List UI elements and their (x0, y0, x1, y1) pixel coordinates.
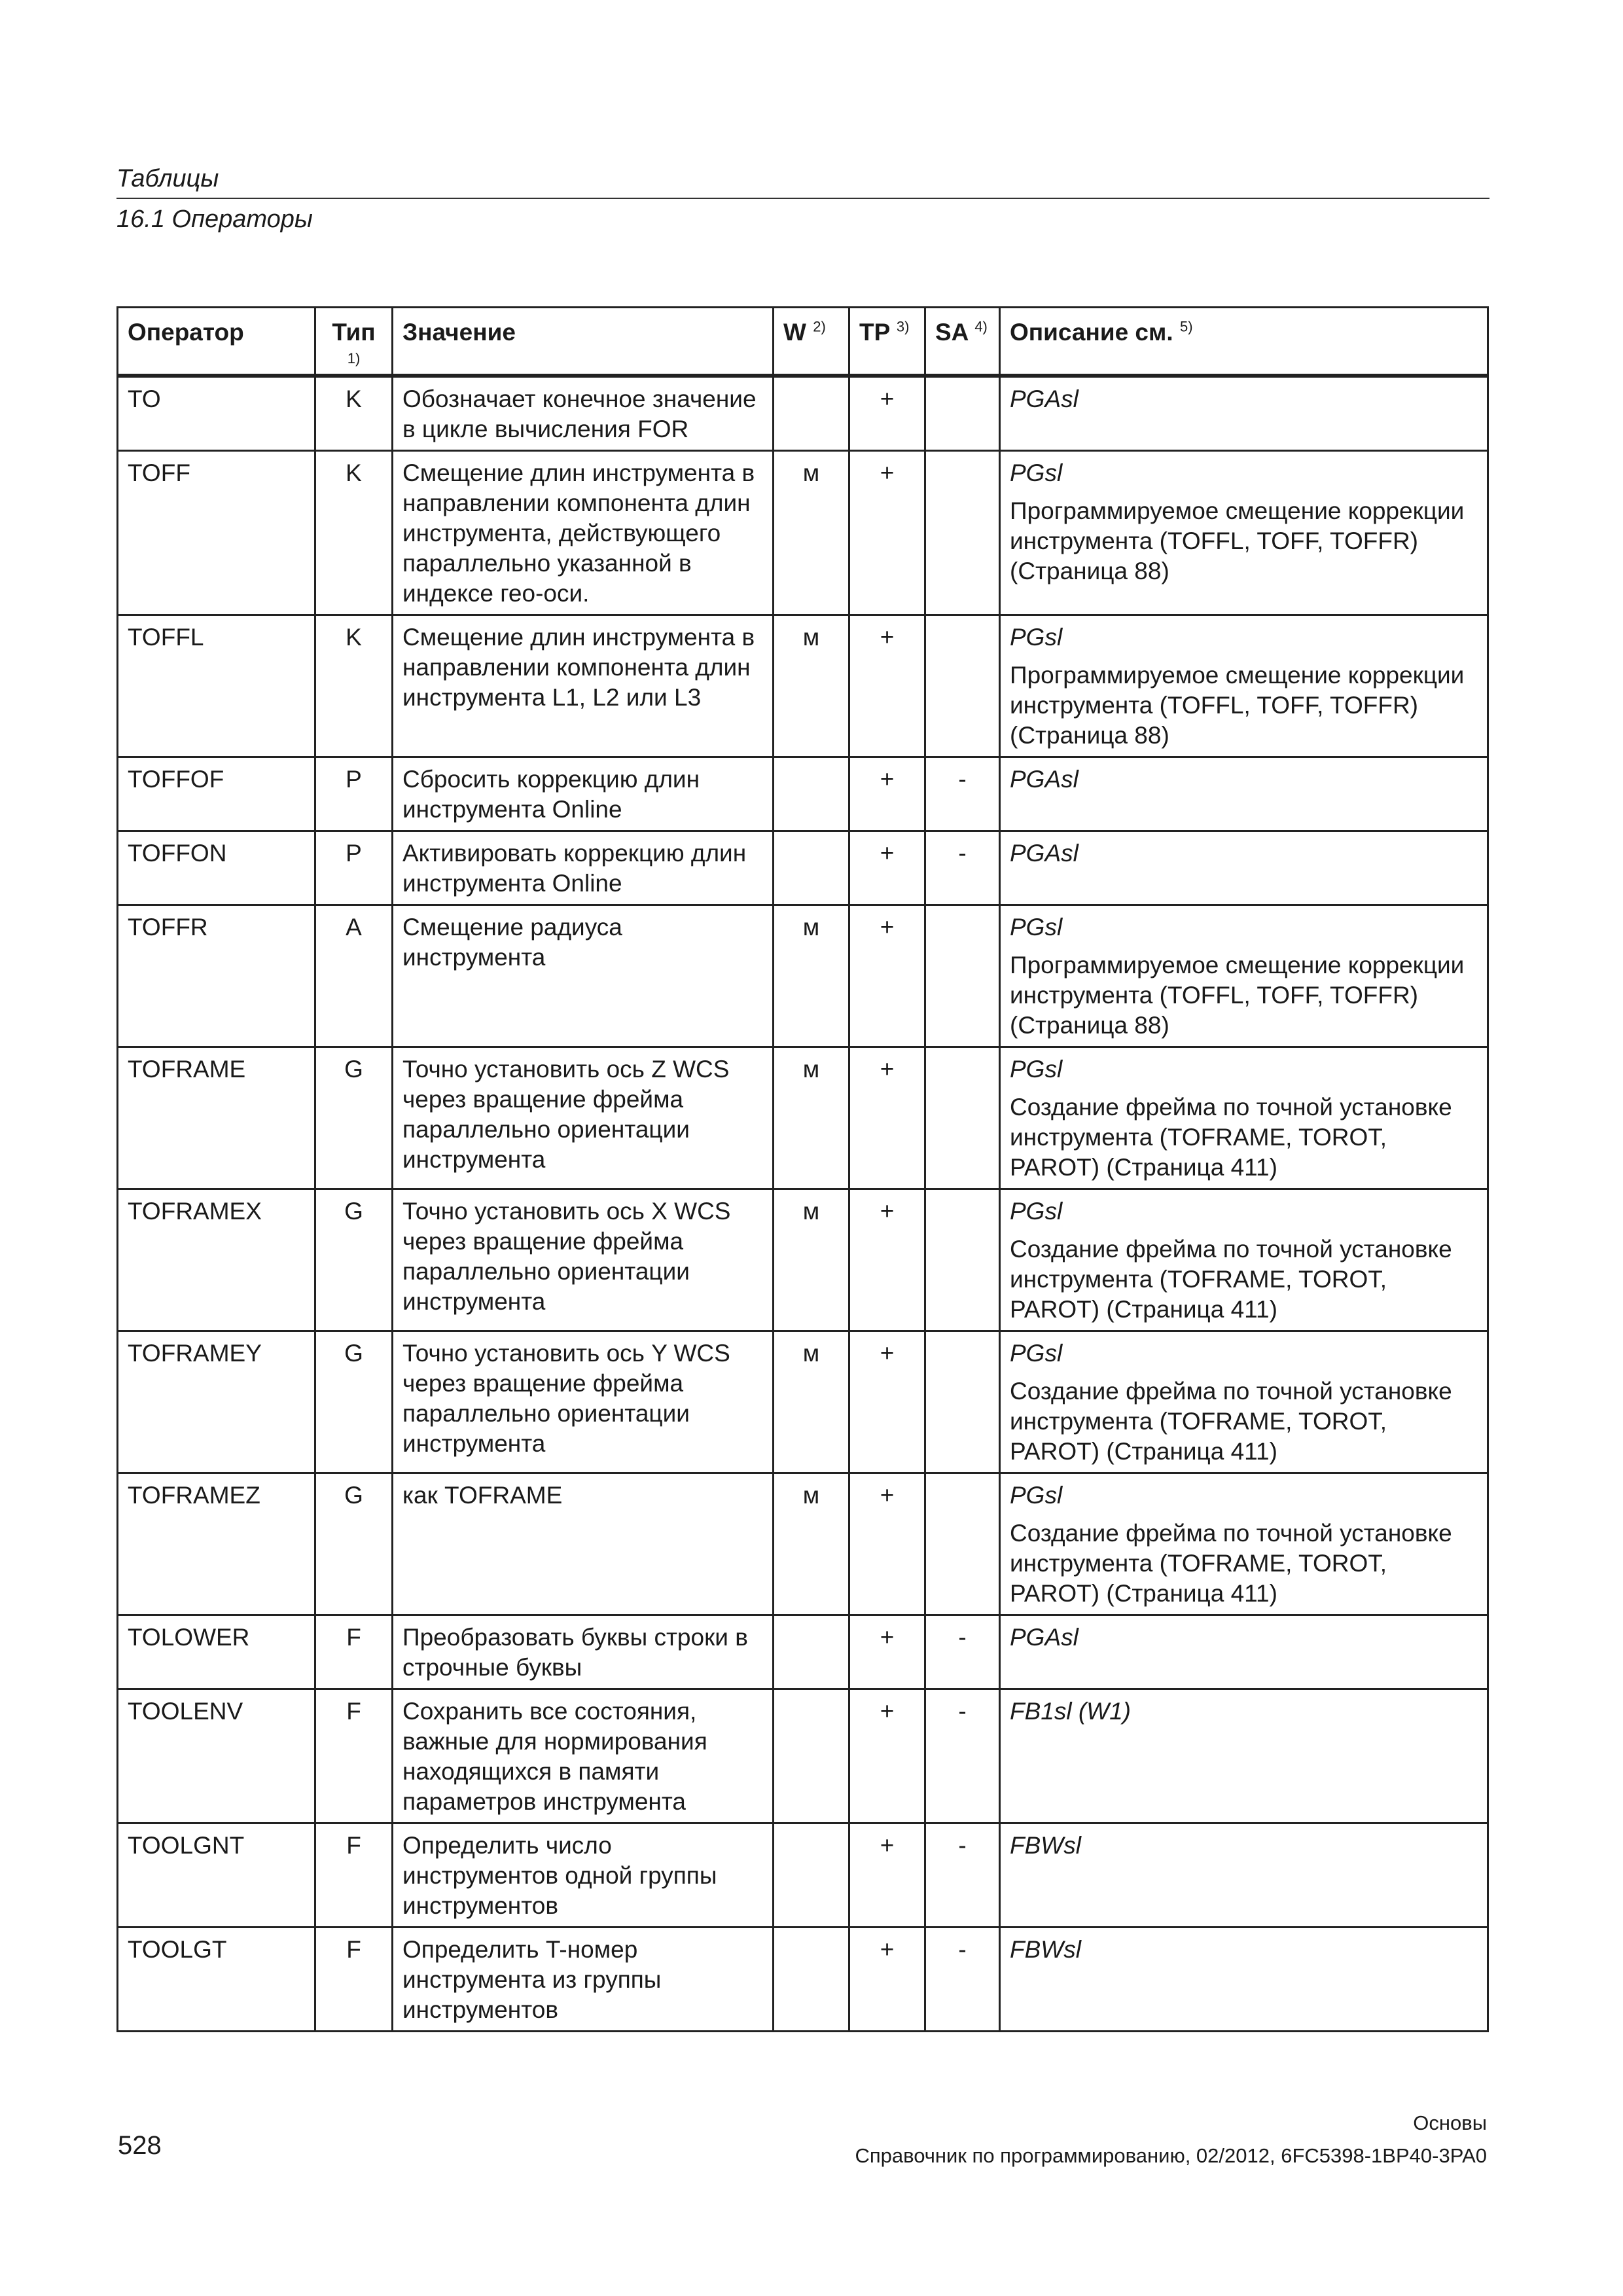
cell-w: м (774, 905, 849, 1047)
reference-link: PGsl (1010, 1340, 1063, 1367)
cell-type: F (315, 1823, 393, 1928)
cell-type: K (315, 451, 393, 615)
table-row (118, 1689, 1488, 1823)
column-header-description: Описание см. $^{5)}$ (1000, 308, 1488, 376)
cell-description (1000, 1615, 1488, 1689)
footer-book-title: Основы (1413, 2111, 1487, 2134)
cell-tp: + (849, 451, 925, 615)
cell-operator: TOOLENV (118, 1689, 315, 1823)
reference-link: PGAsl (1010, 1624, 1079, 1651)
cell-tp: + (849, 1189, 925, 1331)
cross-reference-text: Создание фрейма по точной установке инструмента (TOFRAME, TOROT, PAROT) (Страница 411) (1010, 1094, 1452, 1181)
column-header-w: W $^{2)}$ (774, 308, 849, 376)
cell-meaning: Смещение длин инструмента в направлении компонента длин инструмента, действующего параллельно указанной в индексе гео-оси. (393, 451, 774, 615)
reference-link: FBWsl (1010, 1936, 1081, 1963)
table-row (118, 376, 1488, 451)
column-header-tp: TP $^{3)}$ (849, 308, 925, 376)
cell-sa (925, 1473, 1000, 1615)
cell-description (1000, 615, 1488, 757)
cell-type: F (315, 1928, 393, 2032)
page-number: 528 (118, 2131, 162, 2160)
cell-meaning: Смещение радиуса инструмента (393, 905, 774, 1047)
cell-operator: TOLOWER (118, 1615, 315, 1689)
cell-operator: TOFRAMEX (118, 1189, 315, 1331)
reference-link: FB1sl (W1) (1010, 1698, 1131, 1725)
cell-tp: + (849, 615, 925, 757)
footnote-ref: 4) (974, 318, 988, 335)
table-row (118, 1473, 1488, 1615)
cell-description (1000, 1689, 1488, 1823)
section-title: Таблицы (116, 165, 219, 192)
cell-meaning: Сбросить коррекцию длин инструмента Online (393, 757, 774, 831)
cell-meaning: Точно установить ось X WCS через вращение фрейма параллельно ориентации инструмента (393, 1189, 774, 1331)
reference-link: PGAsl (1010, 386, 1079, 412)
cell-description (1000, 1189, 1488, 1331)
cell-description (1000, 1473, 1488, 1615)
cell-sa: - (925, 1928, 1000, 2032)
footnote-ref: 3) (896, 318, 910, 335)
cell-meaning: как TOFRAME (393, 1473, 774, 1615)
cell-meaning: Определить число инструментов одной группы инструментов (393, 1823, 774, 1928)
column-header-sa: SA $^{4)}$ (925, 308, 1000, 376)
cross-reference-text: Программируемое смещение коррекции инструмента (TOFFL, TOFF, TOFFR) (Страница 88) (1010, 662, 1465, 749)
cell-description (1000, 905, 1488, 1047)
cell-tp: + (849, 1823, 925, 1928)
table-row (118, 1615, 1488, 1689)
cell-type: G (315, 1473, 393, 1615)
cell-sa: - (925, 1823, 1000, 1928)
cell-w (774, 1928, 849, 2032)
cell-description (1000, 1331, 1488, 1473)
cell-description (1000, 757, 1488, 831)
reference-link: PGsl (1010, 459, 1063, 486)
cell-type: F (315, 1615, 393, 1689)
column-header-type: Тип 1) (315, 308, 393, 376)
cell-description (1000, 451, 1488, 615)
cell-sa (925, 376, 1000, 451)
cell-meaning: Сохранить все состояния, важные для нормирования находящихся в памяти параметров инструмента (393, 1689, 774, 1823)
cell-description (1000, 376, 1488, 451)
table-row (118, 1928, 1488, 2032)
cell-sa (925, 1189, 1000, 1331)
page-header (116, 162, 1489, 236)
cell-operator: TOFRAME (118, 1047, 315, 1189)
cell-tp: + (849, 1615, 925, 1689)
table-row (118, 831, 1488, 905)
table-row (118, 757, 1488, 831)
cell-operator: TOFFR (118, 905, 315, 1047)
cell-tp: + (849, 1689, 925, 1823)
cell-type: G (315, 1331, 393, 1473)
cell-tp: + (849, 1331, 925, 1473)
reference-link: PGsl (1010, 1198, 1063, 1225)
cell-type: P (315, 757, 393, 831)
reference-link: PGsl (1010, 1482, 1063, 1509)
cell-tp: + (849, 831, 925, 905)
table-row (118, 451, 1488, 615)
cell-operator: TOFRAMEY (118, 1331, 315, 1473)
cell-operator: TOFFL (118, 615, 315, 757)
cross-reference-text: Создание фрейма по точной установке инструмента (TOFRAME, TOROT, PAROT) (Страница 411) (1010, 1520, 1452, 1607)
reference-link: PGsl (1010, 914, 1063, 941)
cell-w (774, 831, 849, 905)
table-row (118, 615, 1488, 757)
cell-sa (925, 905, 1000, 1047)
cell-meaning: Преобразовать буквы строки в строчные буквы (393, 1615, 774, 1689)
cell-operator: TO (118, 376, 315, 451)
cell-description (1000, 1047, 1488, 1189)
cell-sa: - (925, 1615, 1000, 1689)
reference-link: PGAsl (1010, 766, 1079, 793)
footer-book-info: Справочник по программированию, 02/2012, 6FC5398-1BP40-3PA0 (855, 2144, 1487, 2167)
cell-meaning: Смещение длин инструмента в направлении компонента длин инструмента L1, L2 или L3 (393, 615, 774, 757)
column-header-meaning: Значение (393, 308, 774, 376)
cell-description (1000, 831, 1488, 905)
cell-sa: - (925, 831, 1000, 905)
footnote-ref: 2) (813, 318, 826, 335)
cell-operator: TOFF (118, 451, 315, 615)
cross-reference-text: Создание фрейма по точной установке инструмента (TOFRAME, TOROT, PAROT) (Страница 411) (1010, 1378, 1452, 1465)
cell-sa (925, 615, 1000, 757)
cell-meaning: Точно установить ось Y WCS через вращение фрейма параллельно ориентации инструмента (393, 1331, 774, 1473)
cell-sa: - (925, 1689, 1000, 1823)
cell-w (774, 757, 849, 831)
cell-sa (925, 1331, 1000, 1473)
table-row (118, 1047, 1488, 1189)
cell-type: K (315, 376, 393, 451)
table-row (118, 1823, 1488, 1928)
subsection-title: 16.1 Операторы (116, 206, 313, 233)
cell-type: P (315, 831, 393, 905)
cell-operator: TOFRAMEZ (118, 1473, 315, 1615)
table-row (118, 905, 1488, 1047)
footnote-ref: 5) (1179, 318, 1193, 335)
cell-operator: TOOLGT (118, 1928, 315, 2032)
cell-w: м (774, 451, 849, 615)
cell-tp: + (849, 905, 925, 1047)
reference-link: FBWsl (1010, 1832, 1081, 1859)
cell-meaning: Активировать коррекцию длин инструмента Online (393, 831, 774, 905)
cell-meaning: Обозначает конечное значение в цикле вычисления FOR (393, 376, 774, 451)
cell-tp: + (849, 376, 925, 451)
cell-sa: - (925, 757, 1000, 831)
cell-sa (925, 1047, 1000, 1189)
reference-link: PGsl (1010, 624, 1063, 651)
cell-meaning: Точно установить ось Z WCS через вращение фрейма параллельно ориентации инструмента (393, 1047, 774, 1189)
cell-tp: + (849, 1928, 925, 2032)
cell-type: F (315, 1689, 393, 1823)
table-header-row (118, 308, 1488, 376)
cell-type: G (315, 1047, 393, 1189)
table-row (118, 1331, 1488, 1473)
cell-w (774, 376, 849, 451)
cell-sa (925, 451, 1000, 615)
cell-w (774, 1823, 849, 1928)
cell-operator: TOOLGNT (118, 1823, 315, 1928)
operators-table (116, 306, 1489, 2032)
cell-type: K (315, 615, 393, 757)
cell-description (1000, 1928, 1488, 2032)
reference-link: PGAsl (1010, 840, 1079, 867)
cell-type: A (315, 905, 393, 1047)
cell-w: м (774, 1473, 849, 1615)
reference-link: PGsl (1010, 1056, 1063, 1083)
cell-type: G (315, 1189, 393, 1331)
column-header-operator: Оператор (118, 308, 315, 376)
cell-w: м (774, 615, 849, 757)
footnote-ref: 1) (347, 350, 361, 367)
cross-reference-text: Программируемое смещение коррекции инструмента (TOFFL, TOFF, TOFFR) (Страница 88) (1010, 497, 1465, 584)
header-rule (116, 198, 1489, 199)
cell-tp: + (849, 1047, 925, 1189)
cross-reference-text: Программируемое смещение коррекции инструмента (TOFFL, TOFF, TOFFR) (Страница 88) (1010, 952, 1465, 1039)
cell-operator: TOFFOF (118, 757, 315, 831)
cell-w (774, 1615, 849, 1689)
cell-operator: TOFFON (118, 831, 315, 905)
cross-reference-text: Создание фрейма по точной установке инструмента (TOFRAME, TOROT, PAROT) (Страница 411) (1010, 1236, 1452, 1323)
cell-w (774, 1689, 849, 1823)
cell-w: м (774, 1189, 849, 1331)
cell-meaning: Определить T-номер инструмента из группы инструментов (393, 1928, 774, 2032)
cell-w: м (774, 1331, 849, 1473)
cell-description (1000, 1823, 1488, 1928)
table-row (118, 1189, 1488, 1331)
cell-tp: + (849, 1473, 925, 1615)
cell-w: м (774, 1047, 849, 1189)
cell-tp: + (849, 757, 925, 831)
